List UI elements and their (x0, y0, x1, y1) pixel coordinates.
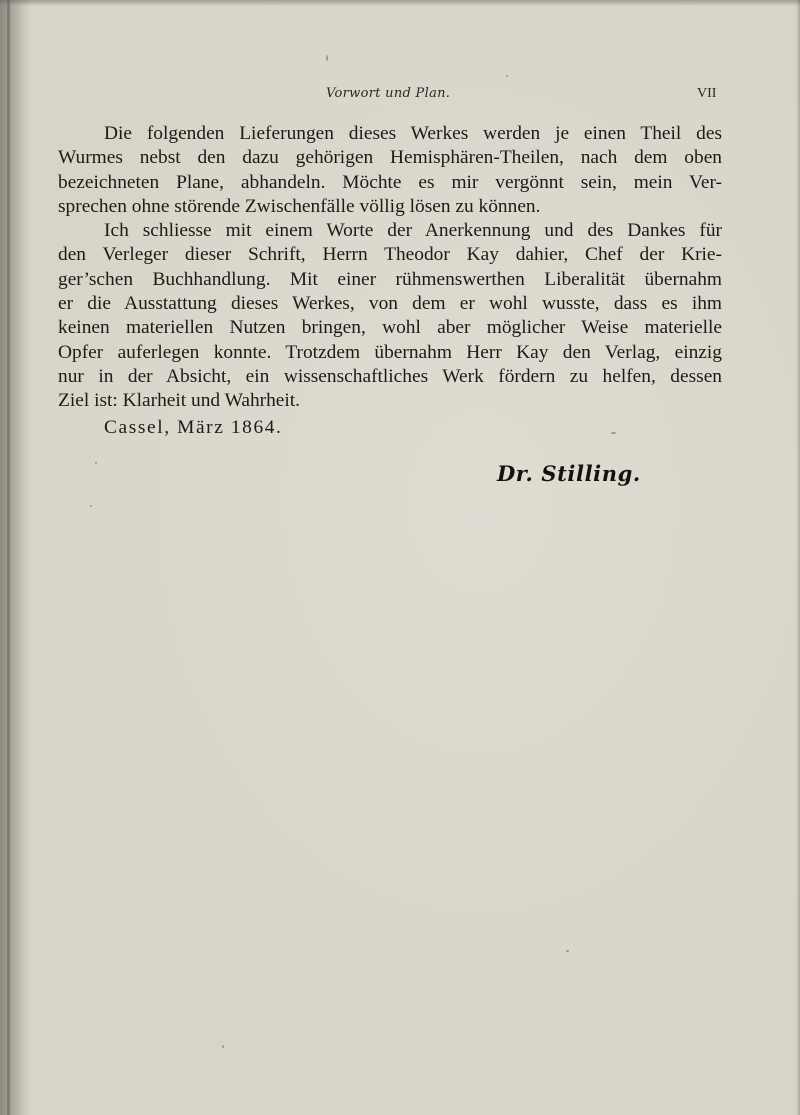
page-right-edge (796, 0, 800, 1115)
text-line: bezeichneten Plane, abhandeln. Möchte es mir vergönnt sein, mein Ver- (58, 171, 722, 193)
author-signature: Dr. Stilling. (497, 461, 641, 486)
page-spine-shadow (0, 0, 30, 1115)
place-date-line: Cassel, März 1864. (104, 416, 283, 438)
text-line: Die folgenden Lieferungen dieses Werkes werden je einen Theil des (104, 123, 722, 144)
paper-speck (95, 462, 97, 464)
paper-speck (90, 505, 92, 507)
page-number: VII (697, 86, 717, 101)
text-line: Ziel ist: Klarheit und Wahrheit. (58, 390, 301, 412)
spine-fold-line (7, 0, 10, 1115)
body-text (58, 122, 722, 440)
text-line: sprechen ohne störende Zwischenfälle völlig lösen zu können. (58, 195, 541, 217)
text-line: keinen materiellen Nutzen bringen, wohl aber möglicher Weise materielle (58, 317, 722, 339)
text-line: Wurmes nebst den dazu gehörigen Hemisphären-Theilen, nach dem oben (58, 147, 722, 169)
paper-speck (326, 55, 328, 61)
running-title: Vorwort und Plan. (326, 86, 451, 101)
paper-speck (506, 75, 508, 77)
paper-speck (566, 950, 569, 952)
text-line: nur in der Absicht, ein wissenschaftliches Werk fördern zu helfen, dessen (58, 365, 722, 387)
paper-speck (611, 432, 616, 434)
text-line: Ich schliesse mit einem Worte der Anerkennung und des Dankes für (104, 220, 722, 242)
text-line: er die Ausstattung dieses Werkes, von dem er wohl wusste, dass es ihm (58, 293, 722, 315)
page-top-edge (0, 0, 800, 6)
text-line: den Verleger dieser Schrift, Herrn Theodor Kay dahier, Chef der Krie- (58, 244, 722, 266)
paper-speck (222, 1045, 224, 1048)
text-line: Opfer auferlegen konnte. Trotzdem übernahm Herr Kay den Verlag, einzig (58, 341, 722, 363)
text-line: ger’schen Buchhandlung. Mit einer rühmenswerthen Liberalität übernahm (58, 268, 722, 290)
